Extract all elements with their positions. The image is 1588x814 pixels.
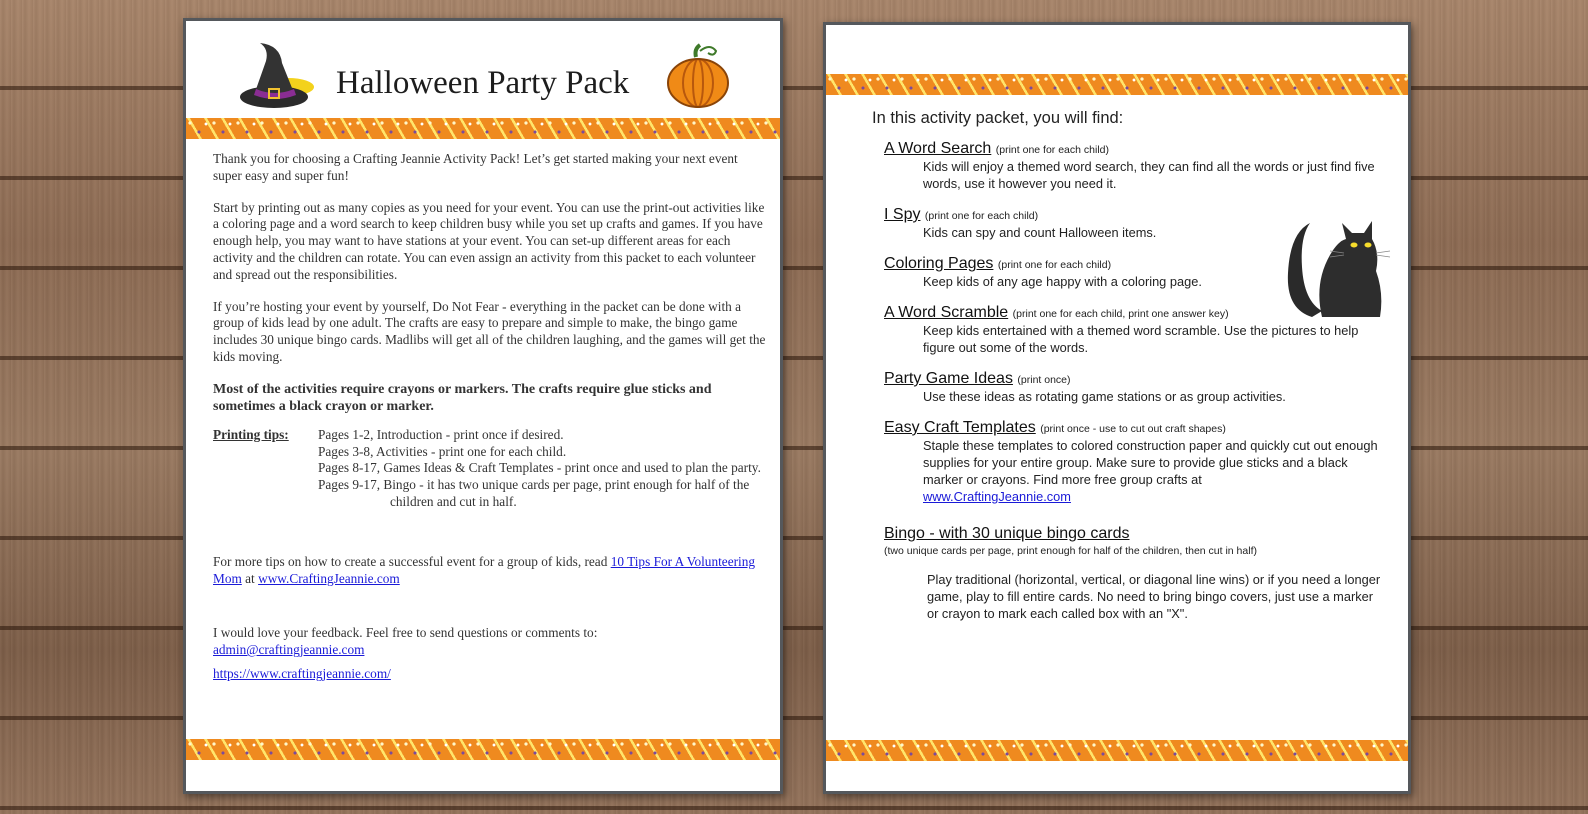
volunteering-mom-link[interactable]: 10 Tips For A Volunteering Mom bbox=[213, 553, 756, 586]
tip-item: Pages 3-8, Activities - print one for each child. bbox=[318, 443, 567, 459]
tip-item: Pages 9-17, Bingo - it has two unique cards per page, print enough for half of the children and cut in half. bbox=[318, 477, 750, 509]
activity-title: Easy Craft Templates bbox=[884, 419, 1036, 436]
intro-page bbox=[183, 18, 783, 794]
printing-tips-label: Printing tips: bbox=[213, 426, 289, 442]
supplies-note: Most of the activities require crayons or markers. The crafts require glue sticks and sometimes a black crayon or marker. bbox=[213, 381, 712, 414]
activity-description: Kids can spy and count Halloween items. bbox=[923, 225, 1157, 240]
tip-item: Pages 1-2, Introduction - print once if desired. bbox=[318, 426, 564, 442]
candy-corn-border bbox=[186, 739, 780, 760]
craft-description-text: Staple these templates to colored construction paper and quickly cut out enough supplies for your entire group. Make sure to provide glue sticks and a black marker or crayons. Find more free group crafts at bbox=[923, 438, 1378, 487]
activity-description: Use these ideas as rotating game stations or as group activities. bbox=[923, 389, 1286, 404]
printing-paragraph: Start by printing out as many copies as you need for your event. You can use the print-out activities like a coloring page and a word search to keep children busy while you set up crafts and games. If you have enough help, you may want to have stations at your event. You can set-up different areas for each activity and the children can rotate. You can even assign an activity from this packet to each volunteer and spread out the responsibilities. bbox=[213, 199, 765, 282]
contents-intro: In this activity packet, you will find: bbox=[872, 109, 1124, 127]
activity-title: I Spy bbox=[884, 206, 921, 223]
page-title: Halloween Party Pack bbox=[336, 65, 630, 101]
activity-note: (print one for each child) bbox=[924, 210, 1039, 222]
hosting-paragraph: If you’re hosting your event by yourself, Do Not Fear - everything in the packet can be done with a group of kids lead by one adult. The crafts are easy to prepare and simple to make, the bingo game includes 30 unique bingo cards. Madlibs will get all of the children laughing, and the games will get the kids moving. bbox=[213, 298, 766, 364]
activity-item bbox=[884, 304, 1382, 356]
url-paragraph bbox=[213, 666, 768, 683]
contents-page bbox=[823, 22, 1411, 794]
page-body bbox=[872, 109, 1382, 636]
activity-note: (print once) bbox=[1017, 374, 1071, 386]
printing-tips-list bbox=[318, 427, 768, 511]
candy-corn-border bbox=[186, 118, 780, 139]
activity-description: Keep kids of any age happy with a coloring page. bbox=[923, 274, 1202, 289]
activity-note: (print one for each child) bbox=[995, 144, 1109, 156]
witch-hat-icon bbox=[236, 39, 322, 113]
bingo-description: Play traditional (horizontal, vertical, or diagonal line wins) or if you need a longer game, play to fill entire cards. No need to bring bingo covers, just use a marker or crayon to mark each called box with an "X". bbox=[927, 572, 1381, 621]
activity-description: Keep kids entertained with a themed word scramble. Use the pictures to help figure out some of the words. bbox=[923, 323, 1359, 355]
activity-note: (print one for each child, print one answer key) bbox=[1012, 308, 1229, 320]
page-header bbox=[186, 35, 780, 115]
page-body bbox=[213, 151, 768, 698]
more-tips-text: For more tips on how to create a successful event for a group of kids, read bbox=[213, 553, 608, 569]
feedback-paragraph bbox=[213, 625, 768, 659]
activity-item bbox=[884, 140, 1382, 192]
website-url-link[interactable]: https://www.craftingjeannie.com/ bbox=[213, 665, 391, 681]
printing-tips bbox=[213, 427, 768, 511]
activity-note: (print one for each child) bbox=[997, 259, 1112, 271]
site-link[interactable]: www.CraftingJeannie.com bbox=[258, 570, 400, 586]
pumpkin-icon bbox=[664, 41, 732, 109]
activity-item bbox=[884, 255, 1382, 290]
candy-corn-border bbox=[826, 74, 1408, 95]
activity-description: Kids will enjoy a themed word search, they can find all the words or just find five words, use it however you need it. bbox=[923, 159, 1375, 191]
at-text: at bbox=[245, 570, 255, 586]
activity-title: A Word Search bbox=[884, 140, 992, 157]
activity-item bbox=[884, 206, 1382, 241]
activity-title: A Word Scramble bbox=[884, 304, 1009, 321]
activity-title: Party Game Ideas bbox=[884, 370, 1013, 387]
tip-item: Pages 8-17, Games Ideas & Craft Templates - print once and used to plan the party. bbox=[318, 460, 761, 476]
feedback-text: I would love your feedback. Feel free to send questions or comments to: bbox=[213, 625, 598, 641]
activity-item bbox=[884, 370, 1382, 405]
more-tips-paragraph bbox=[213, 554, 768, 588]
crafting-jeannie-link[interactable]: www.CraftingJeannie.com bbox=[923, 489, 1071, 504]
email-link[interactable]: admin@craftingjeannie.com bbox=[213, 642, 365, 658]
activity-item bbox=[884, 419, 1382, 505]
intro-paragraph: Thank you for choosing a Crafting Jeannie Activity Pack! Let’s get started making your next event super easy and super fun! bbox=[213, 151, 738, 183]
candy-corn-border bbox=[826, 740, 1408, 761]
activity-description bbox=[923, 437, 1382, 505]
activity-title: Coloring Pages bbox=[884, 255, 994, 272]
activity-note: (print once - use to cut out craft shapes) bbox=[1040, 423, 1226, 435]
bingo-title: Bingo - with 30 unique bingo cards bbox=[884, 525, 1130, 542]
bingo-note: (two unique cards per page, print enough for half of the children, then cut in half) bbox=[884, 545, 1257, 557]
bingo-item bbox=[884, 525, 1382, 622]
